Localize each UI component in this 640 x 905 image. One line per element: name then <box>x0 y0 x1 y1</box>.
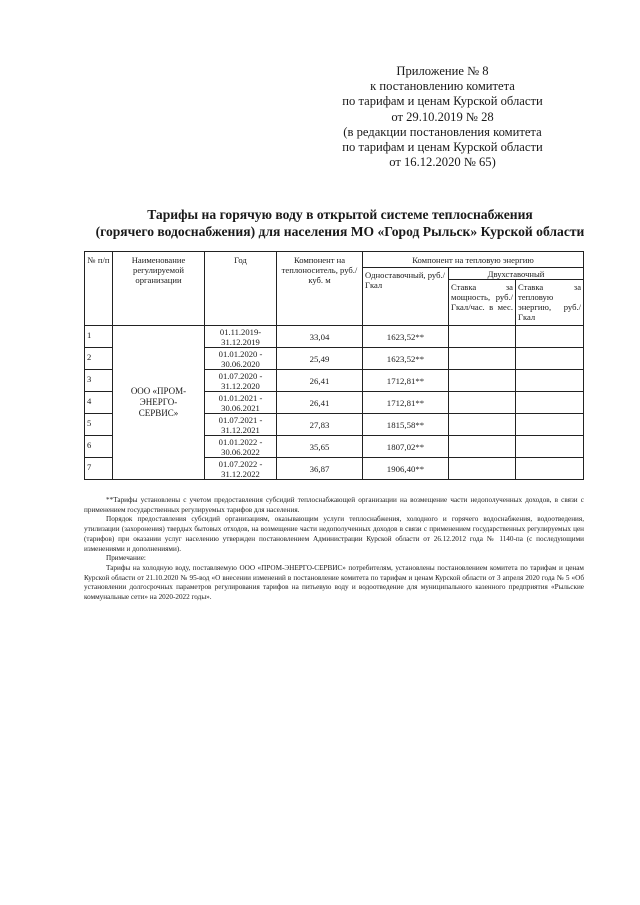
header-single-rate: Одноставочный, руб./Гкал <box>363 268 449 326</box>
row-carrier-value: 25,49 <box>277 348 363 370</box>
row-energy-rate <box>516 436 584 458</box>
row-num: 7 <box>85 458 113 480</box>
row-energy-rate <box>516 458 584 480</box>
row-capacity-rate <box>449 458 516 480</box>
header-energy-rate: Ставка за тепловую энергию, руб./Гкал <box>516 280 584 326</box>
row-num: 2 <box>85 348 113 370</box>
row-num: 4 <box>85 392 113 414</box>
row-single-rate: 1623,52** <box>363 348 449 370</box>
row-carrier-value: 27,83 <box>277 414 363 436</box>
row-carrier-value: 36,87 <box>277 458 363 480</box>
row-carrier-value: 33,04 <box>277 326 363 348</box>
appendix-line: Приложение № 8 <box>396 64 489 78</box>
appendix-line: по тарифам и ценам Курской области <box>342 94 543 109</box>
row-period: 01.01.2021 - 30.06.2021 <box>205 392 277 414</box>
row-capacity-rate <box>449 348 516 370</box>
remark-label: Примечание: <box>106 554 146 563</box>
row-capacity-rate <box>449 326 516 348</box>
appendix-line: от 29.10.2019 № 28 <box>391 109 494 124</box>
row-energy-rate <box>516 370 584 392</box>
row-single-rate: 1712,81** <box>363 392 449 414</box>
appendix-line: (в редакции постановления комитета <box>343 124 542 139</box>
row-period: 01.07.2020 - 31.12.2020 <box>205 370 277 392</box>
row-energy-rate <box>516 392 584 414</box>
header-organization: Наименование регулируемой организации <box>113 252 205 326</box>
appendix-line: по тарифам и ценам Курской области <box>342 140 543 155</box>
row-period: 01.11.2019- 31.12.2019 <box>205 326 277 348</box>
row-num: 3 <box>85 370 113 392</box>
header-thermal-component: Компонент на тепловую энергию <box>363 252 584 268</box>
subsidy-procedure-note: Порядок предоставления субсидий организациям, оказывающим услуги теплоснабжения, холодного и горячего водоснабжения, водоотведения, утилизации (захоронения) твердых бытовых отходов, на возмещение части недополученных доходов в связи с применением государственных регулируемых цен (тарифов) при оказании услуг населению утвержден постановлением Администрации Курской области от 26.12.2012 года № 1140-па (с последующими изменениями и дополнениями). <box>84 515 584 553</box>
row-single-rate: 1815,58** <box>363 414 449 436</box>
header-year: Год <box>205 252 277 326</box>
row-capacity-rate <box>449 414 516 436</box>
tariff-table <box>84 251 584 480</box>
row-period: 01.01.2020 - 30.06.2020 <box>205 348 277 370</box>
row-carrier-value: 26,41 <box>277 392 363 414</box>
header-capacity-rate: Ставка за мощность, руб./Гкал/час. в мес. <box>449 280 516 326</box>
appendix-line: от 16.12.2020 № 65) <box>389 155 496 170</box>
organization-name: ООО «ПРОМ-ЭНЕРГО-СЕРВИС» <box>113 326 205 480</box>
row-num: 5 <box>85 414 113 436</box>
header-carrier-component: Компонент на теплоноситель, руб./куб. м <box>277 252 363 326</box>
row-single-rate: 1623,52** <box>363 326 449 348</box>
row-capacity-rate <box>449 370 516 392</box>
row-capacity-rate <box>449 392 516 414</box>
appendix-header <box>300 64 585 170</box>
row-single-rate: 1807,02** <box>363 436 449 458</box>
row-capacity-rate <box>449 436 516 458</box>
row-num: 6 <box>85 436 113 458</box>
header-num: № п/п <box>85 252 113 326</box>
row-num: 1 <box>85 326 113 348</box>
notes-section <box>84 496 584 603</box>
footnote: **Тарифы установлены с учетом предоставления субсидий теплоснабжающей организации на возмещение части недополученных доходов, в связи с применением государственных регулируемых тарифов для населения. <box>84 496 584 514</box>
row-carrier-value: 26,41 <box>277 370 363 392</box>
row-single-rate: 1906,40** <box>363 458 449 480</box>
row-energy-rate <box>516 348 584 370</box>
row-period: 01.07.2022 - 31.12.2022 <box>205 458 277 480</box>
row-carrier-value: 35,65 <box>277 436 363 458</box>
row-period: 01.01.2022 - 30.06.2022 <box>205 436 277 458</box>
remark-text: Тарифы на холодную воду, поставляемую ООО «ПРОМ-ЭНЕРГО-СЕРВИС» потребителям, установлены постановлением комитета по тарифам и ценам Курской области от 21.10.2020 № 95-вод «О внесении изменений в постановление комитета по тарифам и ценам Курской области от 3 апреля 2020 года № 5 «Об установлении долгосрочных параметров регулирования тарифов на питьевую воду и водоотведение для муниципального казенного предприятия «Рыльские коммунальные сети» на 2020-2022 годы». <box>84 563 584 602</box>
row-single-rate: 1712,81** <box>363 370 449 392</box>
row-energy-rate <box>516 326 584 348</box>
document-title <box>40 206 640 240</box>
appendix-line: к постановлению комитета <box>370 79 515 94</box>
row-energy-rate <box>516 414 584 436</box>
row-period: 01.07.2021 - 31.12.2021 <box>205 414 277 436</box>
header-two-rate: Двухставочный <box>449 268 584 280</box>
title-line-2: (горячего водоснабжения) для населения МО «Город Рыльск» Курской области <box>95 224 585 239</box>
table-row <box>85 326 584 348</box>
title-line-1: Тарифы на горячую воду в открытой системе теплоснабжения <box>147 207 533 222</box>
